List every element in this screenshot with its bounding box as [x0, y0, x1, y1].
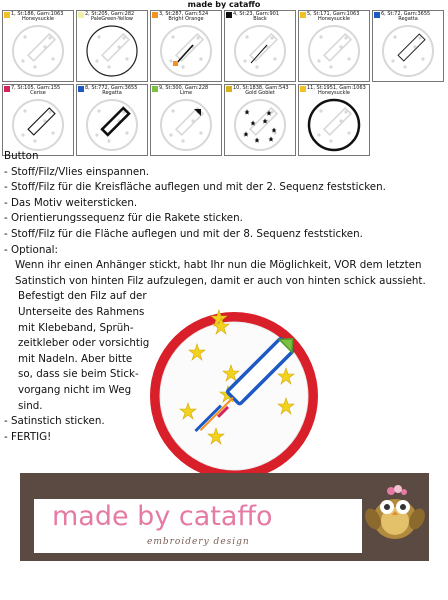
sequence-cell	[76, 84, 148, 156]
sequence-info: 3, St:287, Garn:524	[159, 11, 209, 17]
logo-subtitle: embroidery design	[147, 537, 250, 547]
sequence-preview-icon	[227, 23, 293, 79]
sequence-info: 4, St:23, Garn:901	[233, 11, 280, 17]
thread-name: Lime	[179, 90, 193, 96]
sequence-info: 2, St:205, Garn:282	[85, 11, 135, 17]
thread-name: Honeysuckle	[318, 16, 350, 22]
sequence-info: 1, St:186, Garn:1063	[11, 11, 64, 17]
sequence-info: 7, St:105, Garn:155	[11, 85, 61, 91]
sequence-preview-icon	[375, 23, 441, 79]
instruction-line: sind.	[18, 399, 43, 412]
logo-title: made by cataffo	[52, 501, 273, 532]
thread-name: Honeysuckle	[318, 90, 350, 96]
sequence-cell	[150, 10, 222, 82]
sequence-preview-icon	[301, 97, 367, 153]
sequence-info: 8, St:772, Garn:3655	[85, 85, 138, 91]
sequence-cell	[224, 10, 296, 82]
sequence-cell	[76, 10, 148, 82]
sequence-preview-icon	[79, 97, 145, 153]
thread-name: Regatta	[102, 90, 122, 96]
instruction-line: Befestigt den Filz auf der	[18, 290, 147, 303]
instruction-line: - Orientierungssequenz für die Rakete sticken.	[4, 212, 243, 225]
thread-name: Bright Orange	[168, 16, 204, 22]
instruction-line: - Stoff/Filz/Vlies einspannen.	[4, 165, 150, 178]
sequence-cell	[298, 84, 370, 156]
instruction-line: zeitkleber oder vorsichtig	[18, 337, 150, 350]
sequence-info: 5, St:171, Garn:1063	[307, 11, 360, 17]
instruction-line: Wenn ihr einen Anhänger stickt, habt Ihr nun die Möglichkeit, VOR dem letzten	[15, 259, 422, 272]
sequence-preview-icon	[301, 23, 367, 79]
sequence-cell	[224, 84, 296, 156]
sequence-cell	[2, 84, 74, 156]
sequence-preview-icon	[5, 97, 71, 153]
sequence-cell	[150, 84, 222, 156]
sequence-info: 6, St:72, Garn:3655	[381, 11, 431, 17]
instruction-line: Satinstich von hinten Filz aufzulegen, damit er auch von hinten schick aussieht.	[15, 274, 426, 287]
instruction-line: - Stoff/Filz für die Kreisfläche auflegen und mit der 2. Sequenz feststicken.	[4, 181, 386, 194]
instruction-line: - Das Motiv weitersticken.	[4, 196, 138, 209]
sequence-info: 11, St:1951, Garn:1063	[307, 85, 366, 91]
instruction-line: Button	[4, 150, 39, 162]
instruction-line: mit Nadeln. Aber bitte	[18, 352, 133, 365]
owl-icon	[365, 479, 425, 543]
page-title: made by cataffo	[187, 0, 261, 9]
brand-logo	[20, 473, 429, 561]
sequence-preview-icon	[5, 23, 71, 79]
sequence-cell	[298, 10, 370, 82]
sequence-info: 10, St:1838, Garn:543	[233, 85, 289, 91]
instruction-line: Unterseite des Rahmens	[18, 305, 145, 318]
sequence-preview-icon	[227, 97, 293, 153]
thread-name: Cerise	[30, 90, 46, 96]
sequence-cell	[372, 10, 444, 82]
sequence-preview-icon	[79, 23, 145, 79]
sequence-cell	[2, 10, 74, 82]
sequence-info: 9, St:300, Garn:228	[159, 85, 209, 91]
instruction-line: vorgang nicht im Weg	[18, 383, 132, 396]
instruction-line: - Satinstich sticken.	[4, 415, 105, 428]
instruction-line: - Stoff/Filz für die Fläche auflegen und mit der 8. Sequenz feststicken.	[4, 227, 363, 240]
thread-name: Black	[253, 16, 267, 22]
thread-name: Honeysuckle	[22, 16, 54, 22]
thread-name: PaleGreen-Yellow	[90, 16, 134, 22]
thread-name: Regatta	[398, 16, 418, 22]
instruction-line: - FERTIG!	[4, 430, 52, 443]
button-photo	[146, 308, 322, 484]
logo-card	[34, 499, 362, 553]
sequence-preview-icon	[153, 23, 219, 79]
thread-name: Gold Goblet	[245, 90, 275, 96]
instruction-line: mit Klebeband, Sprüh-	[18, 321, 134, 334]
instruction-line: - Optional:	[4, 243, 58, 256]
sequence-preview-icon	[153, 97, 219, 153]
instruction-line: so, dass sie beim Stick-	[18, 368, 139, 381]
